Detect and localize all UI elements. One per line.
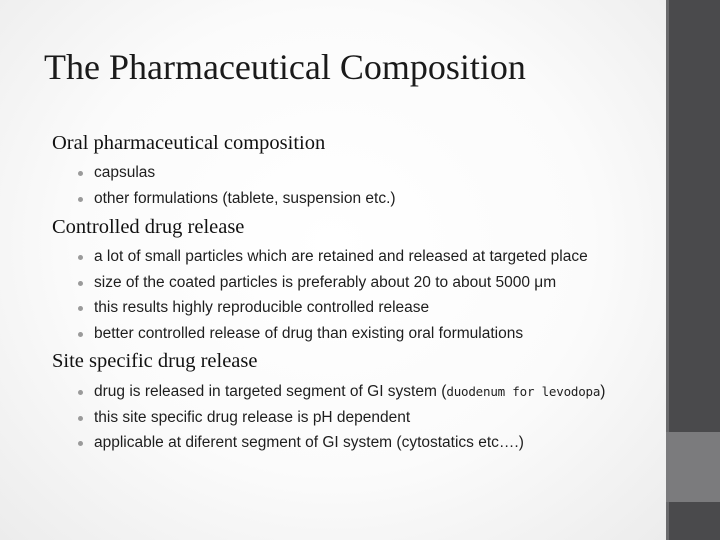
bullet-dot-icon [78,255,83,260]
sidebar-accent-block [666,432,720,502]
bullet-list-controlled [78,244,588,346]
list-item: better controlled release of drug than existing oral formulations [78,321,588,347]
section-heading-oral: Oral pharmaceutical composition [52,132,326,154]
bullet-list-oral [78,160,396,211]
slide-title: The Pharmaceutical Composition [44,47,526,87]
list-item: a lot of small particles which are retained and released at targeted place [78,244,588,270]
bullet-dot-icon [78,197,83,202]
list-item: applicable at diferent segment of GI system (cytostatics etc….) [78,430,605,456]
bullet-dot-icon [78,306,83,311]
bullet-list-site-specific [78,379,605,456]
list-item: this site specific drug release is pH dependent [78,405,605,431]
section-heading-controlled: Controlled drug release [52,216,245,238]
bullet-dot-icon [78,416,83,421]
list-item: drug is released in targeted segment of GI system (duodenum for levodopa) [78,379,605,405]
list-item: this results highly reproducible controlled release [78,295,588,321]
bullet-dot-icon [78,390,83,395]
bullet-dot-icon [78,332,83,337]
bullet-dot-icon [78,171,83,176]
section-heading-site-specific: Site specific drug release [52,350,258,372]
bullet-dot-icon [78,281,83,286]
list-item: size of the coated particles is preferably about 20 to about 5000 μm [78,270,588,296]
right-sidebar-bar [666,0,720,540]
list-item: capsulas [78,160,396,186]
bullet-dot-icon [78,441,83,446]
list-item: other formulations (tablete, suspension etc.) [78,186,396,212]
